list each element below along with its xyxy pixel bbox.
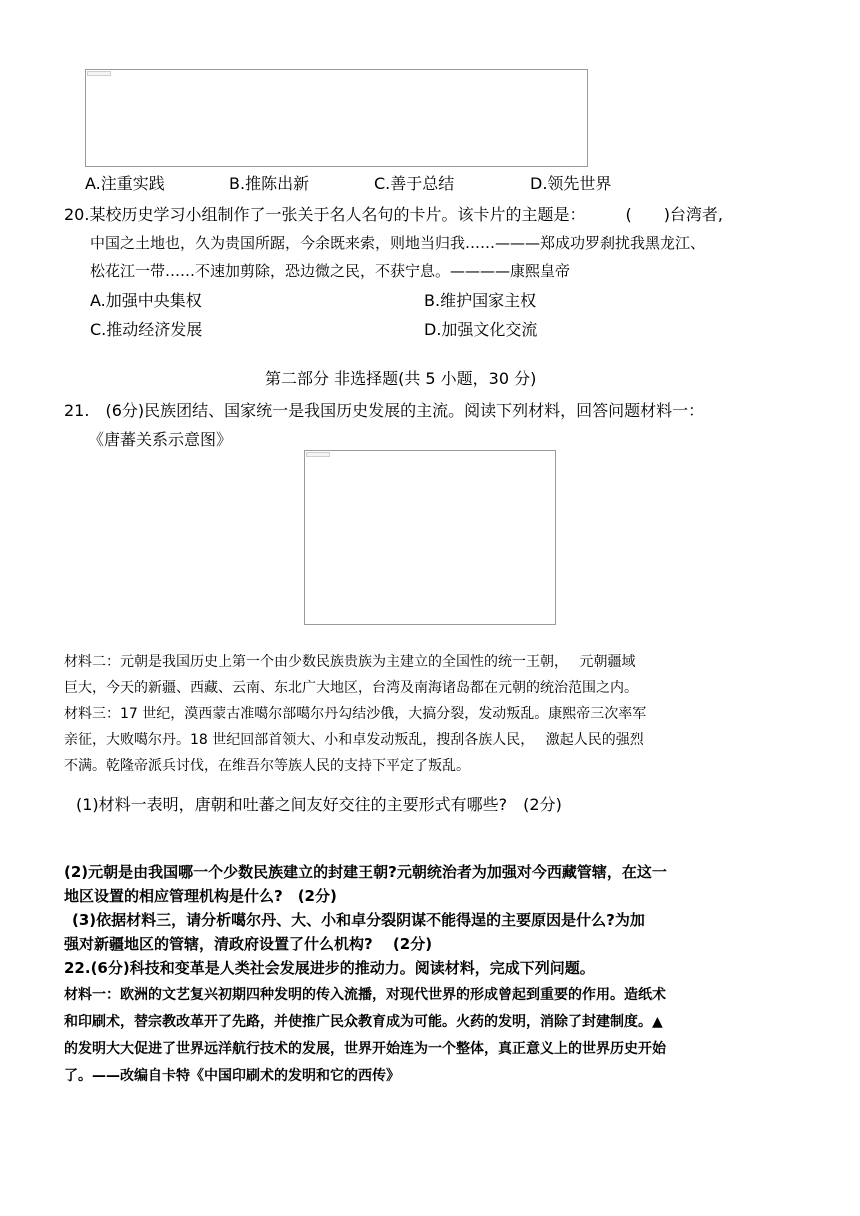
q19-option-a: A.注重实践: [85, 174, 165, 193]
q20-option-b: B.维护国家主权: [424, 291, 537, 310]
q21-subquestion-3-line1: (3)依据材料三，请分析噶尔丹、大、小和卓分裂阴谋不能得逞的主要原因是什么?为加: [72, 911, 645, 929]
q21-material3-line2: 亲征，大败噶尔丹。18 世纪回部首领大、小和卓发动叛乱，搜刮各族人民， 激起人民的强烈: [64, 732, 644, 748]
q19-option-c: C.善于总结: [374, 174, 455, 193]
q19-option-d: D.领先世界: [530, 174, 612, 193]
q22-material1-line3: 的发明大大促进了世界远洋航行技术的发展，世界开始连为一个整体，真正意义上的世界历史开始: [64, 1041, 666, 1057]
q21-material3-line1: 材料三：17 世纪，漠西蒙古准噶尔部噶尔丹勾结沙俄，大搞分裂，发动叛乱。康熙帝三次率军: [64, 706, 647, 722]
q21-subquestion-1: (1)材料一表明，唐朝和吐蕃之间友好交往的主要形式有哪些? (2分): [76, 795, 562, 814]
q19-option-b: B.推陈出新: [229, 174, 310, 193]
q21-material3-line3: 不满。乾隆帝派兵讨伐，在维吾尔等族人民的支持下平定了叛乱。: [64, 758, 470, 774]
broken-image-icon: [306, 452, 330, 457]
q20-option-d: D.加强文化交流: [424, 320, 538, 339]
q19-image: [85, 69, 588, 167]
q21-material2-line2: 巨大，今天的新疆、西藏、云南、东北广大地区，台湾及南海诸岛都在元朝的统治范围之内。: [64, 680, 638, 696]
tang-tubo-map-image: [304, 450, 556, 625]
q22-material1-line1: 材料一：欧洲的文艺复兴初期四种发明的传入流播，对现代世界的形成曾起到重要的作用。造纸术: [64, 987, 666, 1003]
q20-stem-line1: 20.某校历史学习小组制作了一张关于名人名句的卡片。该卡片的主题是： ( )台湾者,: [64, 205, 724, 224]
q21-subquestion-2-line1: (2)元朝是由我国哪一个少数民族建立的封建王朝?元朝统治者为加强对今西藏管辖，在这一: [64, 863, 667, 881]
q20-stem-line3: 松花江一带……不速加剪除，恐边微之民，不获宁息。————康熙皇帝: [90, 262, 571, 280]
q20-option-a: A.加强中央集权: [90, 291, 202, 310]
q20-option-c: C.推动经济发展: [90, 320, 203, 339]
q20-stem-line2: 中国之土地也，久为贵国所踞，今余既来索，则地当归我……———郑成功罗刹扰我黑龙江、: [90, 234, 706, 252]
q21-subquestion-2-line2: 地区设置的相应管理机构是什么? (2分): [64, 887, 337, 905]
q21-subquestion-3-line2: 强对新疆地区的管辖，清政府设置了什么机构? (2分): [64, 935, 433, 953]
q21-map-title: 《唐蕃关系示意图》: [88, 430, 233, 449]
q21-stem-line1: 21. (6分)民族团结、国家统一是我国历史发展的主流。阅读下列材料，回答问题材料一：: [64, 401, 705, 420]
broken-image-icon: [87, 71, 111, 76]
part2-heading: 第二部分 非选择题(共 5 小题，30 分): [265, 369, 537, 388]
q21-material2-line1: 材料二：元朝是我国历史上第一个由少数民族贵族为主建立的全国性的统一王朝， 元朝疆域: [64, 654, 636, 670]
q22-material1-line4: 了。——改编自卡特《中国印刷术的发明和它的西传》: [64, 1068, 400, 1084]
q22-stem-line1: 22.(6分)科技和变革是人类社会发展进步的推动力。阅读材料，完成下列问题。: [64, 959, 595, 977]
q22-material1-line2: 和印刷术，替宗教改革开了先路，并使推广民众教育成为可能。火药的发明，消除了封建制度。▲: [64, 1014, 663, 1030]
